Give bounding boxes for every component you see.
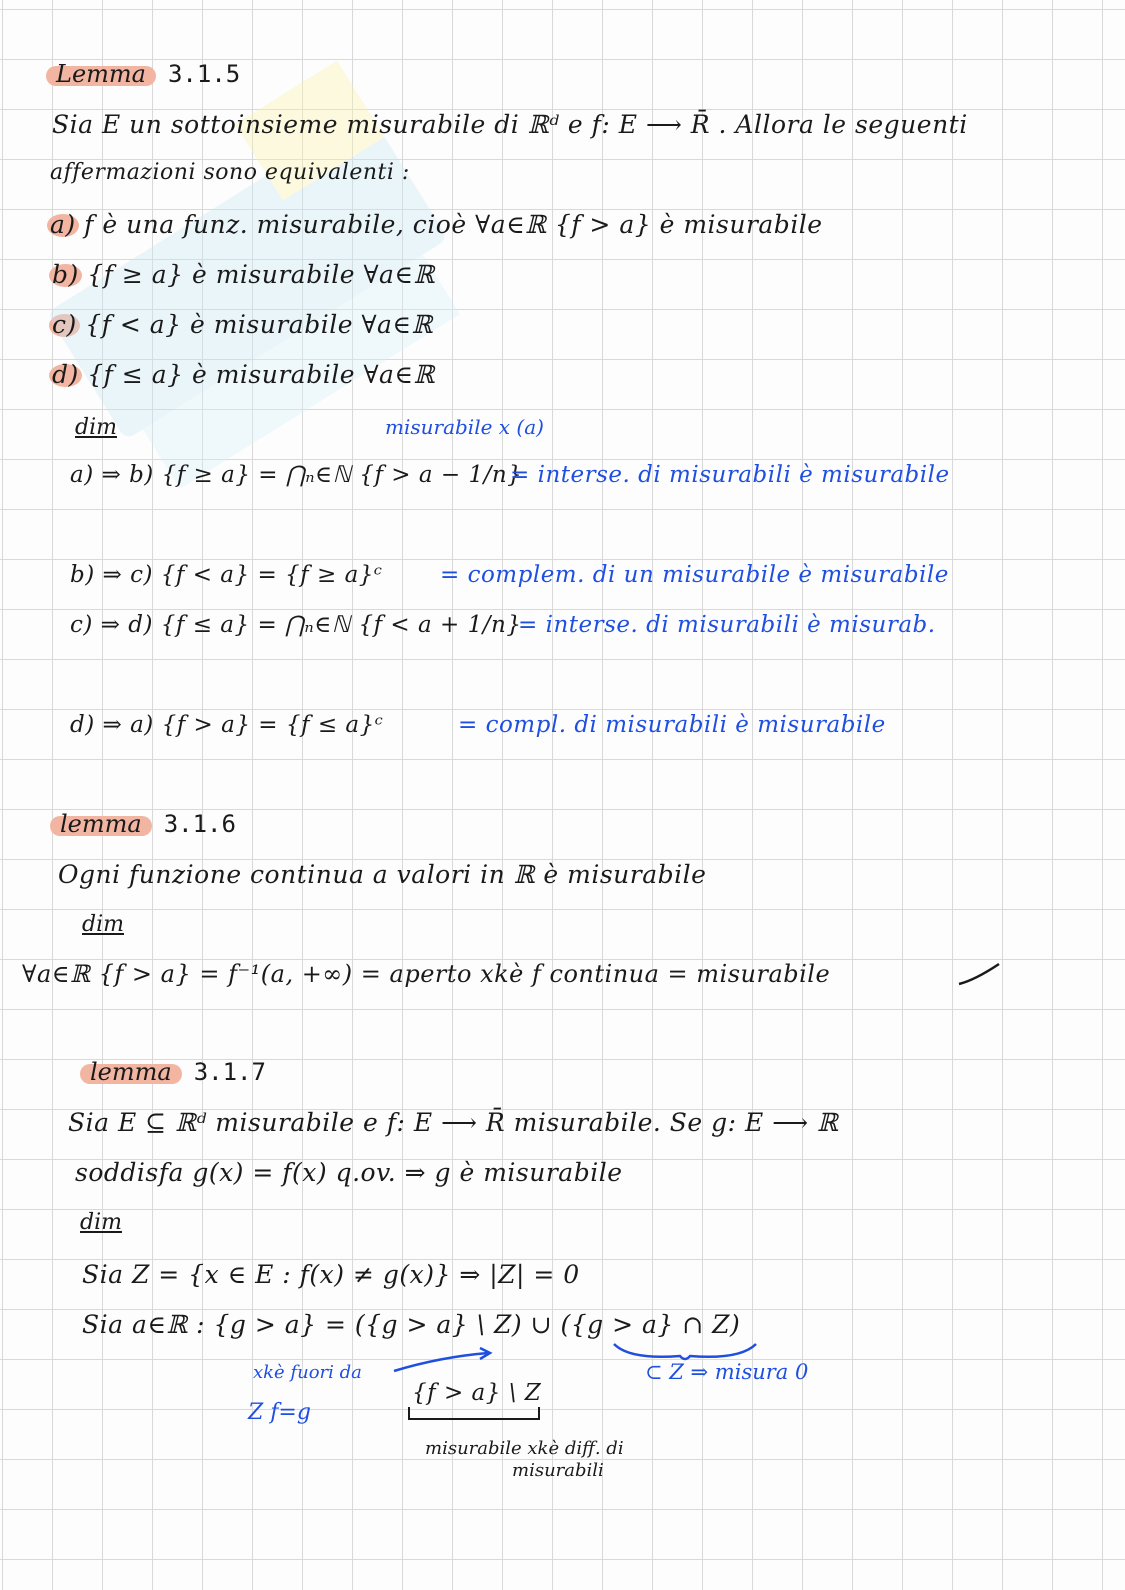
lemma-3-1-5-heading	[48, 60, 240, 88]
item-d-label: d)	[52, 360, 79, 389]
proof-label: dim	[75, 415, 117, 440]
equal-set: {f > a} \ Z	[412, 1380, 542, 1406]
item-a-text: f è una funz. misurabile, cioè ∀a∈ℝ {f > a} è misurabile	[84, 210, 823, 239]
lemma-3-1-6-proof: ∀a∈ℝ {f > a} = f⁻¹(a, +∞) = aperto xkè f continua = misurabile	[22, 960, 831, 988]
item-d-text: {f ≤ a} è misurabile ∀a∈ℝ	[87, 360, 435, 389]
lemma-label: lemma	[82, 1058, 180, 1086]
lemma-label: lemma	[52, 810, 150, 838]
proof-b-c: b) ⇒ c) {f < a} = {f ≥ a}ᶜ	[70, 562, 383, 588]
item-b-label: b)	[52, 260, 79, 289]
item-c-text: {f < a} è misurabile ∀a∈ℝ	[85, 310, 433, 339]
note-fuori-da: xkè fuori da	[253, 1362, 362, 1383]
lemma-statement-line-2: affermazioni sono equivalenti :	[50, 160, 410, 185]
note-misurabile-a: misurabile x (a)	[385, 415, 544, 439]
lemma-3-1-7-statement-1: Sia E ⊆ ℝᵈ misurabile e f: E ⟶ R̄ misurabile. Se g: E ⟶ ℝ	[68, 1108, 839, 1137]
lemma-number: 3.1.6	[163, 810, 236, 838]
z-definition: Sia Z = {x ∈ E : f(x) ≠ g(x)} ⇒ |Z| = 0	[82, 1260, 580, 1289]
item-a	[50, 210, 823, 239]
item-b	[52, 260, 435, 289]
proof-b-c-comment: = complem. di un misurabile è misurabile	[440, 562, 949, 588]
proof-d-a: d) ⇒ a) {f > a} = {f ≤ a}ᶜ	[70, 712, 384, 738]
item-c	[52, 310, 433, 339]
proof-a-b-comment: = interse. di misurabili è misurabile	[510, 462, 950, 488]
note-bottom-1: misurabile xkè diff. di	[425, 1438, 624, 1459]
proof-d-a-comment: = compl. di misurabili è misurabile	[458, 712, 886, 738]
item-b-text: {f ≥ a} è misurabile ∀a∈ℝ	[87, 260, 435, 289]
set-decomposition: Sia a∈ℝ : {g > a} = ({g > a} \ Z) ∪ ({g > a} ∩ Z)	[82, 1310, 741, 1339]
arrow-icon	[390, 1345, 500, 1375]
lemma-3-1-6-heading	[52, 810, 236, 838]
lemma-3-1-6-statement: Ogni funzione continua a valori in ℝ è misurabile	[58, 860, 707, 889]
note-misura-0: ⊂ Z ⇒ misura 0	[645, 1360, 809, 1384]
lemma-statement-line-1: Sia E un sottoinsieme misurabile di ℝᵈ e f: E ⟶ R̄ . Allora le seguenti	[52, 110, 968, 139]
proof-label: dim	[82, 912, 124, 937]
lemma-number: 3.1.7	[193, 1058, 266, 1086]
item-d	[52, 360, 435, 389]
proof-a-b: a) ⇒ b) {f ≥ a} = ⋂ₙ∈ℕ {f > a − 1/n}	[70, 462, 523, 488]
item-c-label: c)	[52, 310, 77, 339]
lemma-3-1-7-heading	[82, 1058, 266, 1086]
proof-label: dim	[80, 1210, 122, 1235]
lemma-label: Lemma	[48, 60, 154, 88]
checkmark-icon	[955, 960, 1005, 990]
item-a-label: a)	[50, 210, 76, 239]
lemma-3-1-7-statement-2: soddisfa g(x) = f(x) q.ov. ⇒ g è misurabile	[75, 1158, 623, 1187]
proof-c-d-comment: = interse. di misurabili è misurab.	[518, 612, 936, 638]
proof-c-d: c) ⇒ d) {f ≤ a} = ⋂ₙ∈ℕ {f < a + 1/n}	[70, 612, 522, 638]
note-z-f-g: Z f=g	[248, 1400, 311, 1425]
underbrace-icon	[405, 1405, 545, 1427]
lemma-number: 3.1.5	[167, 60, 241, 88]
note-bottom-2: misurabili	[512, 1460, 604, 1481]
